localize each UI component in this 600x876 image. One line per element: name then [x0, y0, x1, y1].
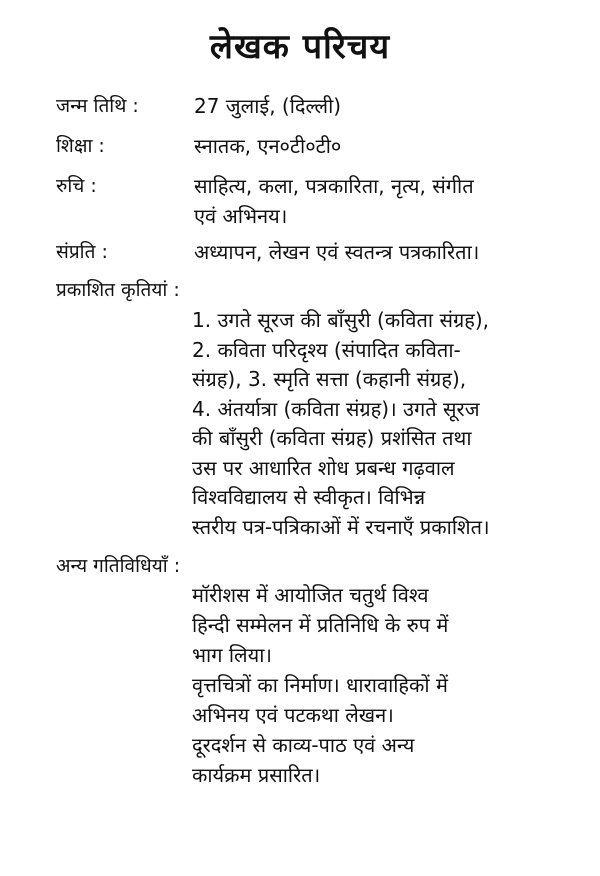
education-label: शिक्षा : — [56, 135, 105, 157]
current-occupation-value: अध्यापन, लेखन एवं स्वतन्त्र पत्रकारिता। — [194, 240, 480, 264]
activities-heading: अन्य गतिविधियाँ : — [56, 555, 181, 577]
publications-line: उस पर आधारित शोध प्रबन्ध गढ़वाल — [192, 455, 455, 480]
activities-line: अभिनय एवं पटकथा लेखन। — [192, 703, 394, 727]
birth-date-label: जन्म तिथि : — [56, 95, 139, 117]
publications-line: 2. कविता परिदृश्य (संपादित कविता- — [192, 337, 461, 362]
activities-paragraph — [192, 580, 448, 790]
activities-line: कार्यक्रम प्रसारित। — [192, 763, 321, 787]
publications-line: 4. अंतर्यात्रा (कविता संग्रह)। उगते सूरज — [192, 396, 480, 421]
publications-heading: प्रकाशित कृतियां : — [56, 279, 180, 301]
activities-line: मॉरीशस में आयोजित चतुर्थ विश्व — [192, 583, 429, 607]
publications-paragraph — [192, 306, 490, 542]
activities-line: भाग लिया। — [192, 643, 272, 667]
education-value: स्नातक, एन०टी०टी० — [194, 134, 342, 158]
current-occupation-label: संप्रति : — [56, 241, 108, 263]
activities-line: वृत्तचित्रों का निर्माण। धारावाहिकों में — [192, 673, 448, 697]
interests-value-line-1: साहित्य, कला, पत्रकारिता, नृत्य, संगीत — [194, 174, 474, 198]
interests-label: रुचि : — [56, 175, 97, 197]
page-title: लेखक परिचय — [209, 27, 391, 67]
interests-value-line-2: एवं अभिनय। — [194, 204, 288, 228]
publications-line: 1. उगते सूरज की बाँसुरी (कविता संग्रह), — [192, 308, 490, 332]
publications-line: की बाँसुरी (कविता संग्रह) प्रशंसित तथा — [192, 426, 472, 450]
publications-line: स्तरीय पत्र-पत्रिकाओं में रचनाएँ प्रकाशित। — [192, 514, 490, 539]
activities-line: हिन्दी सम्मेलन में प्रतिनिधि के रुप में — [192, 613, 449, 637]
publications-line: संग्रह), 3. स्मृति सत्ता (कहानी संग्रह), — [192, 367, 467, 391]
publications-line: विश्वविद्यालय से स्वीकृत। विभिन्न — [192, 485, 426, 509]
birth-date-value: 27 जुलाई, (दिल्ली) — [194, 94, 342, 118]
activities-line: दूरदर्शन से काव्य-पाठ एवं अन्य — [192, 733, 415, 757]
